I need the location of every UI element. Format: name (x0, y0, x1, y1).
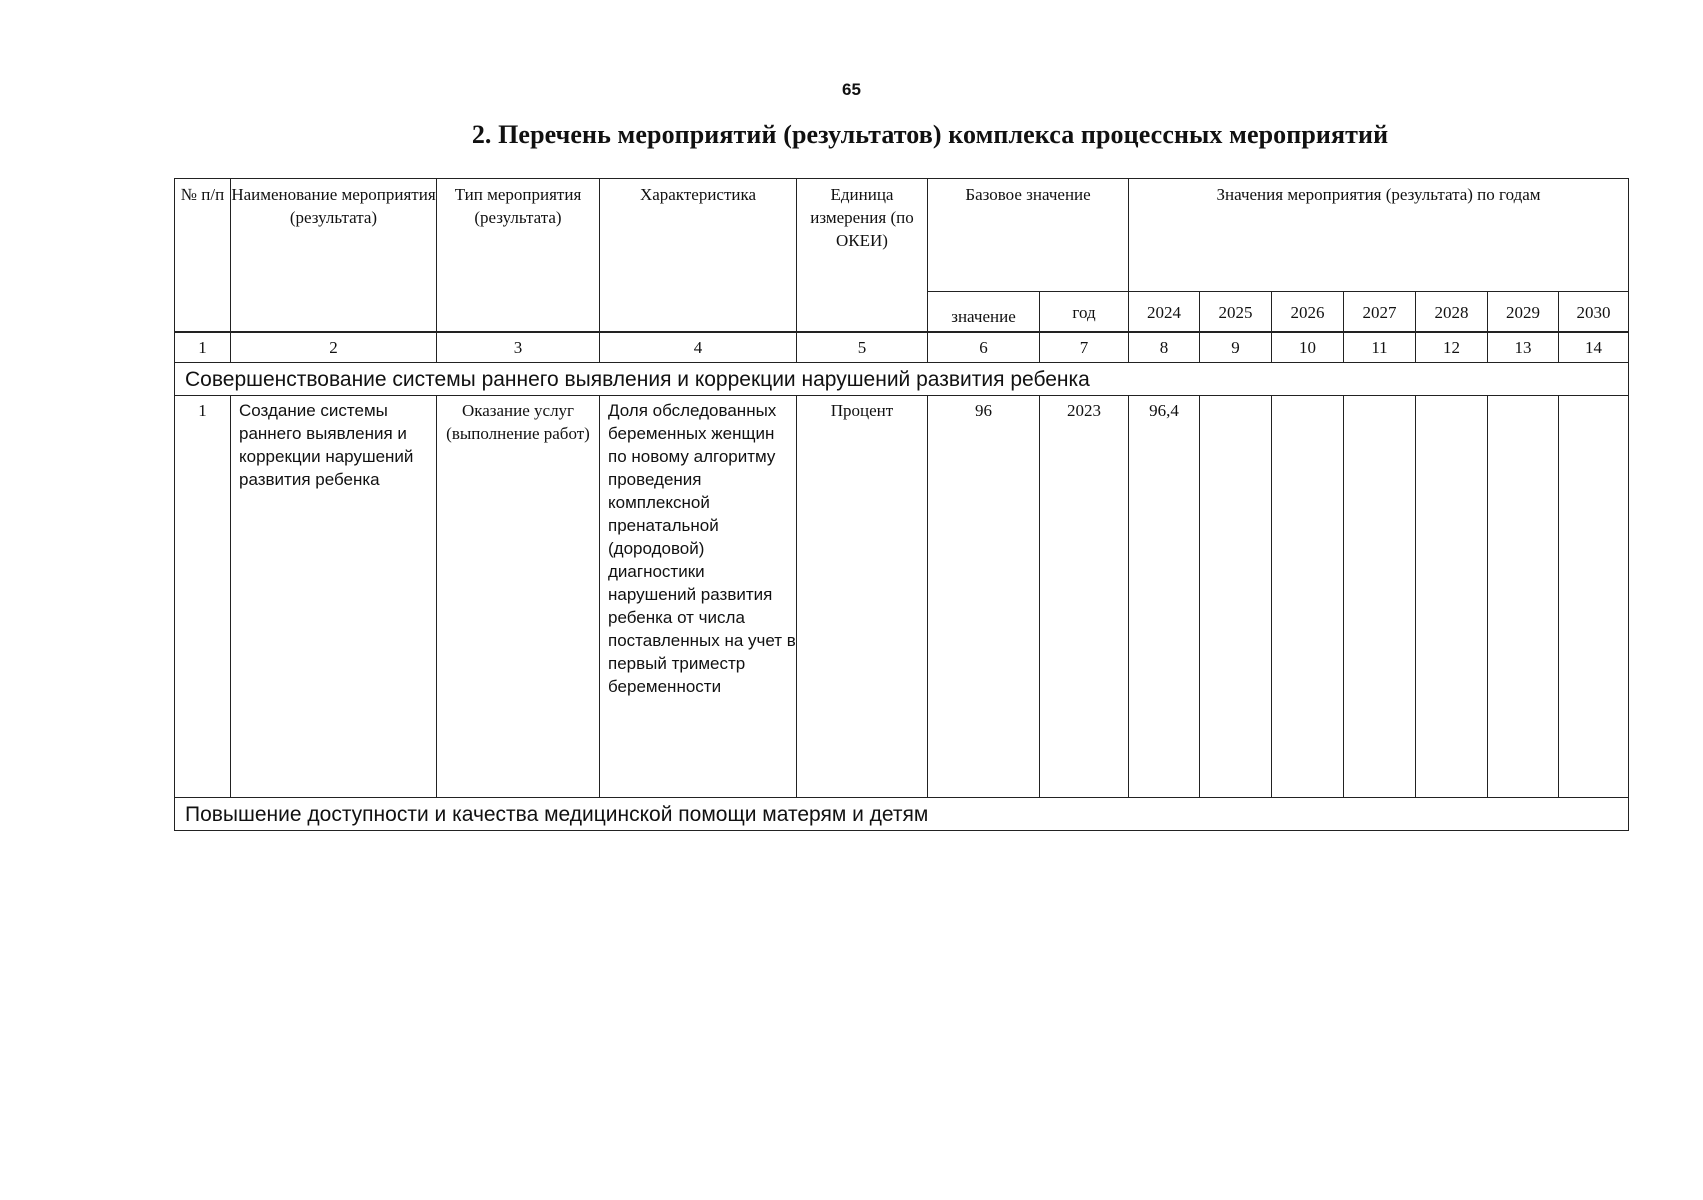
header-num: № п/п (175, 179, 231, 333)
row-value-2027 (1344, 396, 1416, 798)
header-characteristic: Характеристика (600, 179, 797, 333)
row-base-value: 96 (928, 396, 1040, 798)
row-base-year: 2023 (1040, 396, 1129, 798)
column-number: 1 (175, 332, 231, 363)
page-number: 65 (842, 80, 861, 99)
header-base-value-year: год (1040, 292, 1129, 333)
header-yearly-values: Значения мероприятия (результата) по годам (1129, 179, 1629, 292)
header-base-value: Базовое значение (928, 179, 1129, 292)
row-value-2030 (1559, 396, 1629, 798)
document-title: 2. Перечень мероприятий (результатов) комплекса процессных мероприятий (471, 120, 1389, 149)
column-number: 11 (1344, 332, 1416, 363)
row-type: Оказание услуг (выполнение работ) (437, 396, 600, 798)
column-number: 13 (1488, 332, 1559, 363)
column-number: 14 (1559, 332, 1629, 363)
row-unit: Процент (797, 396, 928, 798)
column-number: 8 (1129, 332, 1200, 363)
column-number-row (175, 332, 1629, 363)
header-name: Наименование мероприятия (результата) (231, 179, 437, 333)
table-row (175, 396, 1629, 798)
header-year-2024: 2024 (1129, 292, 1200, 333)
header-year-2030: 2030 (1559, 292, 1629, 333)
section-row (175, 363, 1629, 396)
table-header (174, 178, 1629, 333)
header-year-2029: 2029 (1488, 292, 1559, 333)
column-number: 4 (600, 332, 797, 363)
section-title: Повышение доступности и качества медицинской помощи матерям и детям (175, 798, 1629, 831)
section-title: Совершенствование системы раннего выявления и коррекции нарушений развития ребенка (175, 363, 1629, 396)
section-row (175, 798, 1629, 831)
column-number: 10 (1272, 332, 1344, 363)
row-value-2028 (1416, 396, 1488, 798)
column-number: 3 (437, 332, 600, 363)
column-number: 5 (797, 332, 928, 363)
column-number: 7 (1040, 332, 1129, 363)
header-type: Тип мероприятия (результата) (437, 179, 600, 333)
header-year-2028: 2028 (1416, 292, 1488, 333)
header-base-value-value: значение (928, 292, 1040, 333)
column-number: 6 (928, 332, 1040, 363)
header-year-2025: 2025 (1200, 292, 1272, 333)
header-unit: Единица измерения (по ОКЕИ) (797, 179, 928, 333)
column-number: 9 (1200, 332, 1272, 363)
header-year-2027: 2027 (1344, 292, 1416, 333)
row-name: Создание системы раннего выявления и коррекции нарушений развития ребенка (231, 396, 437, 798)
column-number: 12 (1416, 332, 1488, 363)
column-number: 2 (231, 332, 437, 363)
row-value-2024: 96,4 (1129, 396, 1200, 798)
header-year-2026: 2026 (1272, 292, 1344, 333)
row-value-2026 (1272, 396, 1344, 798)
row-value-2025 (1200, 396, 1272, 798)
row-num: 1 (175, 396, 231, 798)
row-value-2029 (1488, 396, 1559, 798)
row-characteristic: Доля обследованных беременных женщин по новому алгоритму проведения комплексной пренатальной (дородовой) диагностики нарушений развития ребенка от числа поставленных на учет в первый триместр беременности (600, 396, 797, 798)
table-body (174, 331, 1629, 831)
